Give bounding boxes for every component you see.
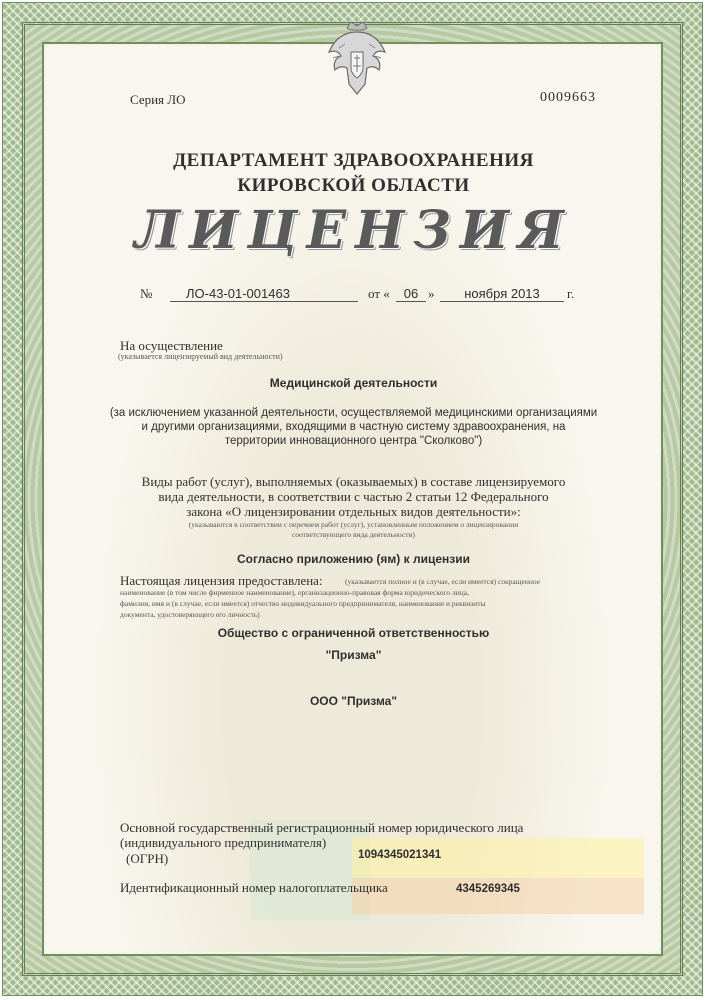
holder-hint-1: (указывается полное и (в случае, если имеется) сокращенное <box>345 577 541 586</box>
serial-number: 0009663 <box>540 90 596 105</box>
year-suffix: г. <box>567 286 575 301</box>
activity-hint: (указывается лицензируемый вид деятельности) <box>118 352 283 361</box>
russian-coat-of-arms-icon <box>325 18 389 102</box>
works-line-3: закона «О лицензировании отдельных видов деятельности»: <box>186 504 521 519</box>
works-hint-1: (указываются в соответствии с перечнем работ (услуг), установленным положением о лицензировании <box>188 520 519 529</box>
holder-label: Настоящая лицензия предоставлена: <box>120 573 323 588</box>
activity-note-1: (за исключением указанной деятельности, осуществляемой медицинскими организациями <box>109 407 598 419</box>
number-sign: № <box>140 286 153 301</box>
works-line-1: Виды работ (услуг), выполняемых (оказываемых) в составе лицензируемого <box>141 474 566 489</box>
holder-hint-3: фамилия, имя и (в случае, если имеется) отчество индивидуального предпринимателя, наименование и реквизиты <box>120 599 486 608</box>
works-value: Согласно приложению (ям) к лицензии <box>237 552 470 566</box>
inn-value: 4345269345 <box>456 883 520 895</box>
ogrn-label-line-2: (индивидуального предпринимателя) <box>120 835 327 850</box>
activity-label: На осуществление <box>120 338 223 353</box>
works-hint-2: соответствующего вида деятельности) <box>291 530 416 539</box>
holder-hint-2: наименование (в том числе фирменное наименование), организационно-правовая форма юридического лица, <box>120 588 469 597</box>
date-close-quote: » <box>428 286 435 301</box>
holder-name-line-2: "Призма" <box>325 648 382 662</box>
holder-name-line-1: Общество с ограниченной ответственностью <box>217 626 490 640</box>
series-label: Серия ЛО <box>130 92 186 107</box>
department-line-2: КИРОВСКОЙ ОБЛАСТИ <box>237 175 470 196</box>
inn-label: Идентификационный номер налогоплательщика <box>120 880 388 895</box>
license-month-year: ноября 2013 <box>440 286 564 302</box>
date-from-label: от « <box>368 286 390 301</box>
department-line-1: ДЕПАРТАМЕНТ ЗДРАВООХРАНЕНИЯ <box>173 150 534 171</box>
works-line-2: вида деятельности, в соответствии с частью 2 статьи 12 Федерального <box>158 489 549 504</box>
license-number: ЛО-43-01-001463 <box>170 286 358 302</box>
document-title: ЛИЦЕНЗИЯ <box>134 200 573 261</box>
activity-note-2: и другими организациями, входящими в частную систему здравоохранения, на <box>141 421 566 433</box>
license-day: 06 <box>396 286 426 302</box>
activity-value: Медицинской деятельности <box>269 376 438 390</box>
holder-short-name: ООО "Призма" <box>309 694 398 708</box>
ogrn-label-line-3: (ОГРН) <box>126 851 169 866</box>
activity-note-3: территории инновационного центра "Сколково") <box>224 435 483 447</box>
holder-hint-4: документа, удостоверяющего его личность) <box>120 610 260 619</box>
ogrn-label-line-1: Основной государственный регистрационный номер юридического лица <box>120 820 524 835</box>
ogrn-value: 1094345021341 <box>358 849 442 861</box>
